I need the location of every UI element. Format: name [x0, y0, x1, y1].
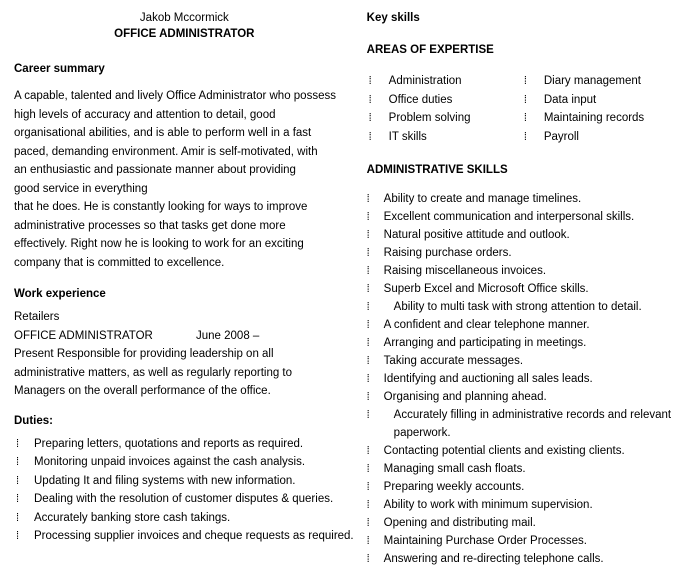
experience-detail-line: Managers on the overall performance of the office.	[14, 385, 271, 397]
list-item-label: Natural positive attitude and outlook.	[383, 229, 570, 241]
bullet-icon: ⁞	[16, 530, 20, 542]
list-item-label: Diary management	[543, 75, 641, 87]
list-item-label: Updating It and filing systems with new information.	[34, 474, 296, 487]
list-item-label: A confident and clear telephone manner.	[383, 319, 590, 331]
list-item	[367, 460, 677, 478]
list-item-label: Preparing weekly accounts.	[383, 481, 525, 493]
list-item	[367, 514, 677, 532]
areas-column-two	[522, 72, 677, 146]
list-item	[522, 91, 677, 110]
list-item-label: Ability to multi task with strong attention to detail.	[393, 301, 642, 313]
list-item-label: Taking accurate messages.	[383, 355, 524, 367]
bullet-icon: ⁞	[523, 112, 527, 124]
bullet-icon: ⁞	[366, 211, 370, 223]
list-item	[367, 406, 677, 442]
career-summary-line: paced, demanding environment. Amir is self-motivated, with	[14, 145, 318, 158]
list-item-label: Maintaining Purchase Order Processes.	[383, 535, 587, 547]
list-item	[367, 550, 677, 568]
bullet-icon: ⁞	[368, 130, 372, 143]
bullet-icon: ⁞	[366, 193, 370, 205]
employer-name: Retailers	[14, 311, 60, 323]
list-item	[522, 128, 677, 147]
list-item	[367, 334, 677, 352]
bullet-icon: ⁞	[16, 456, 20, 468]
list-item	[367, 280, 677, 298]
list-item	[367, 208, 677, 226]
list-item	[522, 72, 677, 91]
list-item	[367, 478, 677, 496]
list-item-label: Managing small cash floats.	[383, 463, 526, 475]
bullet-icon: ⁞	[366, 373, 370, 385]
list-item-label: Office duties	[388, 93, 453, 106]
bullet-icon: ⁞	[366, 391, 370, 403]
duties-list	[14, 435, 355, 546]
bullet-icon: ⁞	[366, 265, 370, 277]
bullet-icon: ⁞	[368, 75, 372, 87]
list-item	[14, 435, 355, 454]
bullet-icon: ⁞	[366, 481, 370, 493]
career-summary-line: an enthusiastic and passionate manner about providing	[14, 164, 296, 176]
list-item	[14, 490, 355, 509]
list-item-label: Processing supplier invoices and cheque requests as required.	[34, 530, 354, 542]
right-column	[367, 10, 677, 580]
career-summary-line: that he does. He is constantly looking for ways to improve	[14, 201, 308, 213]
bullet-icon: ⁞	[368, 112, 372, 124]
bullet-icon: ⁞	[16, 474, 20, 487]
administrative-skills-section	[367, 190, 677, 568]
career-summary-line: effectively. Right now he is looking to work for an exciting	[14, 238, 304, 250]
list-item	[367, 298, 677, 316]
list-item	[367, 388, 677, 406]
bullet-icon: ⁞	[368, 93, 372, 106]
bullet-icon: ⁞	[366, 553, 370, 565]
career-summary-line: good service in everything	[14, 182, 148, 195]
experience-role-row	[14, 327, 355, 346]
list-item-label: Data input	[543, 93, 597, 106]
list-item-label: Dealing with the resolution of customer disputes & queries.	[34, 493, 334, 505]
bullet-icon: ⁞	[366, 283, 370, 295]
areas-of-expertise-heading: AREAS OF EXPERTISE	[366, 44, 494, 56]
duties-heading: Duties:	[14, 414, 53, 427]
administrative-skills-heading: ADMINISTRATIVE SKILLS	[366, 164, 508, 176]
list-item-label: Monitoring unpaid invoices against the cash analysis.	[34, 456, 306, 468]
list-item-label: Administration	[388, 75, 462, 87]
bullet-icon: ⁞	[16, 437, 20, 450]
career-summary-line: administrative processes so that tasks get done more	[14, 219, 286, 232]
career-summary-text	[14, 87, 355, 272]
list-item	[367, 262, 677, 280]
bullet-icon: ⁞	[16, 493, 20, 505]
list-item	[367, 91, 522, 110]
list-item	[522, 109, 677, 128]
left-column	[14, 10, 367, 580]
work-experience-heading: Work experience	[14, 288, 106, 300]
list-item	[14, 509, 355, 528]
list-item	[367, 316, 677, 334]
list-item-label: Organising and planning ahead.	[383, 391, 547, 403]
list-item-label: Raising purchase orders.	[383, 247, 512, 259]
bullet-icon: ⁞	[366, 229, 370, 241]
bullet-icon: ⁞	[523, 130, 527, 143]
list-item-label: Ability to work with minimum supervision.	[383, 499, 593, 511]
bullet-icon: ⁞	[366, 319, 370, 331]
list-item-label: Accurately filling in administrative records and relevant paperwork.	[393, 409, 672, 439]
list-item-label: Superb Excel and Microsoft Office skills.	[383, 283, 589, 295]
list-item-label: Problem solving	[388, 112, 471, 124]
list-item-label: Answering and re-directing telephone calls.	[383, 553, 604, 565]
list-item-label: IT skills	[388, 130, 427, 143]
bullet-icon: ⁞	[366, 463, 370, 475]
list-item-label: Payroll	[543, 130, 579, 143]
career-summary-line: A capable, talented and lively Office Administrator who possess	[14, 90, 336, 102]
bullet-icon: ⁞	[366, 409, 370, 421]
list-item	[367, 532, 677, 550]
bullet-icon: ⁞	[366, 535, 370, 547]
list-item	[14, 472, 355, 491]
list-item-label: Accurately banking store cash takings.	[34, 511, 231, 524]
list-item	[14, 527, 355, 546]
bullet-icon: ⁞	[523, 75, 527, 87]
list-item	[367, 128, 522, 147]
experience-detail-line: administrative matters, as well as regularly reporting to	[14, 366, 293, 379]
list-item-label: Ability to create and manage timelines.	[383, 193, 582, 205]
list-item-label: Maintaining records	[543, 112, 645, 124]
list-item	[367, 370, 677, 388]
list-item-label: Opening and distributing mail.	[383, 517, 536, 529]
areas-list-right	[522, 72, 677, 146]
bullet-icon: ⁞	[366, 517, 370, 529]
career-summary-heading: Career summary	[14, 63, 105, 75]
experience-detail-line: Present Responsible for providing leadership on all	[14, 348, 274, 360]
administrative-skills-list	[367, 190, 677, 568]
areas-column-one	[367, 72, 522, 146]
list-item-label: Preparing letters, quotations and reports as required.	[34, 437, 304, 450]
list-item	[367, 496, 677, 514]
areas-of-expertise-lists	[367, 72, 677, 146]
areas-list-left	[367, 72, 522, 146]
bullet-icon: ⁞	[366, 337, 370, 349]
career-summary-line: high levels of accuracy and attention to detail, good	[14, 108, 276, 121]
bullet-icon: ⁞	[366, 355, 370, 367]
list-item-label: Raising miscellaneous invoices.	[383, 265, 547, 277]
career-summary-line: organisational abilities, and is able to perform well in a fast	[14, 127, 312, 139]
list-item	[367, 190, 677, 208]
list-item-label: Identifying and auctioning all sales leads.	[383, 373, 593, 385]
candidate-name: Jakob Mccormick	[139, 12, 229, 24]
bullet-icon: ⁞	[366, 247, 370, 259]
career-summary-line: company that is committed to excellence.	[14, 256, 225, 269]
experience-dates: June 2008 –	[196, 329, 260, 342]
bullet-icon: ⁞	[16, 511, 20, 524]
list-item	[367, 244, 677, 262]
list-item	[367, 226, 677, 244]
bullet-icon: ⁞	[523, 93, 527, 106]
bullet-icon: ⁞	[366, 499, 370, 511]
candidate-job-title: OFFICE ADMINISTRATOR	[114, 28, 255, 40]
list-item	[367, 442, 677, 460]
bullet-icon: ⁞	[366, 445, 370, 457]
list-item-label: Arranging and participating in meetings.	[383, 337, 587, 349]
bullet-icon: ⁞	[366, 301, 370, 313]
list-item	[367, 72, 522, 91]
list-item-label: Contacting potential clients and existing clients.	[383, 445, 625, 457]
key-skills-heading: Key skills	[366, 12, 420, 24]
list-item	[367, 109, 522, 128]
experience-role-title: OFFICE ADMINISTRATOR	[14, 329, 153, 342]
list-item	[14, 453, 355, 472]
list-item-label: Excellent communication and interpersonal skills.	[383, 211, 635, 223]
list-item	[367, 352, 677, 370]
